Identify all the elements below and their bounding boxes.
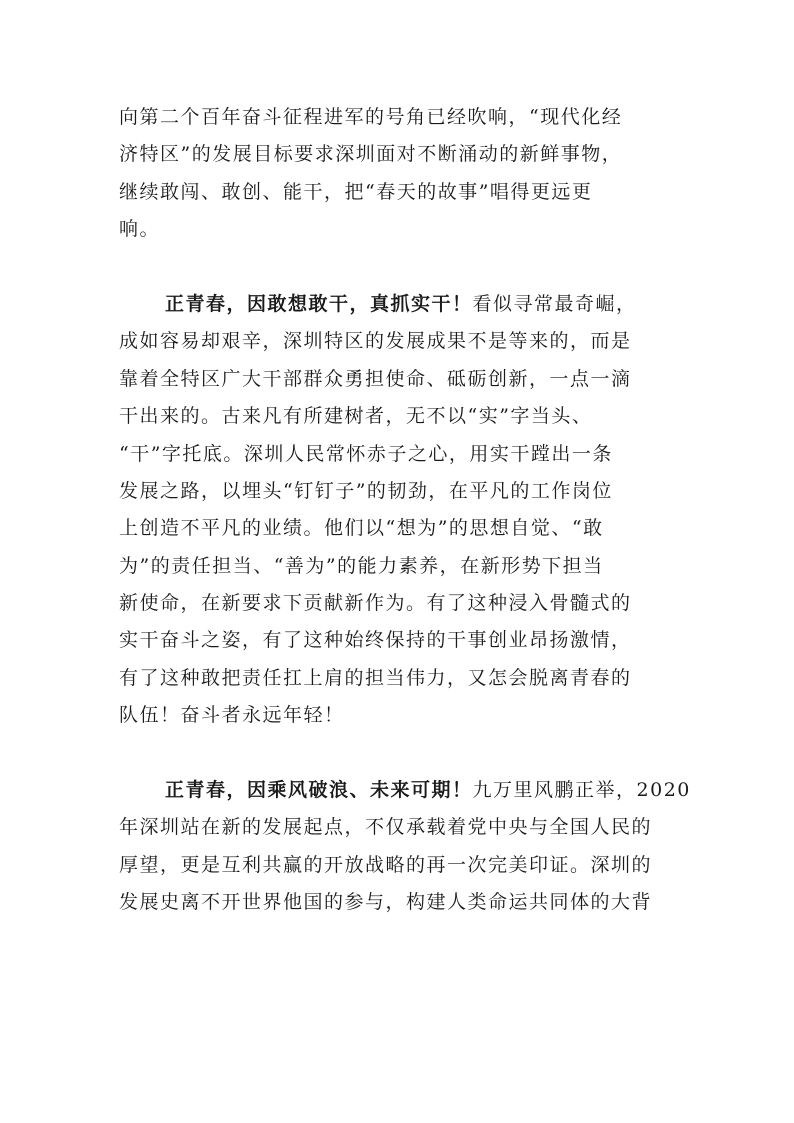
paragraph-3 [119,772,691,922]
paragraph-line: 发展之路，以埋头“钉钉子”的韧劲，在平凡的工作岗位 [119,479,613,502]
paragraph-line: 年深圳站在新的发展起点，不仅承载着党中央与全国人民的 [119,816,653,839]
paragraph-lead-heading: 正青春，因乘风破浪、未来可期！ [165,779,473,802]
paragraph-first-line-text: 看似寻常最奇崛， [472,292,637,315]
paragraph-line: “干”字托底。深圳人民常怀赤子之心，用实干蹚出一条 [119,442,613,465]
paragraph-spacer [119,735,659,772]
paragraph-line: 向第二个百年奋斗征程进军的号角已经吹响，“现代化经 [119,106,623,128]
paragraph-line: 济特区”的发展目标要求深圳面对不断涌动的新鲜事物， [119,143,623,166]
paragraph-spacer [119,249,659,286]
paragraph-first-line [119,772,691,809]
paragraph-line: 干出来的。古来凡有所建树者，无不以“实”字当头、 [119,405,593,428]
paragraph-first-line-text: 九万里风鹏正举，2020 [472,779,691,802]
paragraph-line: 实干奋斗之姿，有了这种始终保持的干事创业昂扬激情， [119,629,632,652]
paragraph-line: 新使命，在新要求下贡献新作为。有了这种浸入骨髓式的 [119,592,632,615]
paragraph-line: 队伍！奋斗者永远年轻！ [119,704,345,727]
paragraph-line: 成如容易却艰辛，深圳特区的发展成果不是等来的，而是 [119,330,632,353]
paragraph-2 [119,286,659,735]
paragraph-line: 厚望，更是互利共赢的开放战略的再一次完美印证。深圳的 [119,853,653,876]
paragraph-line: 有了这种敢把责任扛上肩的担当伟力，又怎会脱离青春的 [119,666,632,689]
paragraph-lead-heading: 正青春，因敢想敢干，真抓实干！ [165,292,473,315]
paragraph-1 [119,99,659,249]
paragraph-line: 响。 [119,218,161,241]
paragraph-line: 为”的责任担当、“善为”的能力素养，在新形势下担当 [119,554,604,577]
paragraph-line: 继续敢闯、敢创、能干，把“春天的故事”唱得更远更 [119,180,593,203]
paragraph-line: 上创造不平凡的业绩。他们以“想为”的思想自觉、“敢 [119,517,604,540]
document-body [119,99,691,922]
paragraph-line: 发展史离不开世界他国的参与，构建人类命运共同体的大背 [119,891,653,914]
paragraph-first-line [119,286,659,323]
paragraph-line: 靠着全特区广大干部群众勇担使命、砥砺创新，一点一滴 [119,367,632,390]
